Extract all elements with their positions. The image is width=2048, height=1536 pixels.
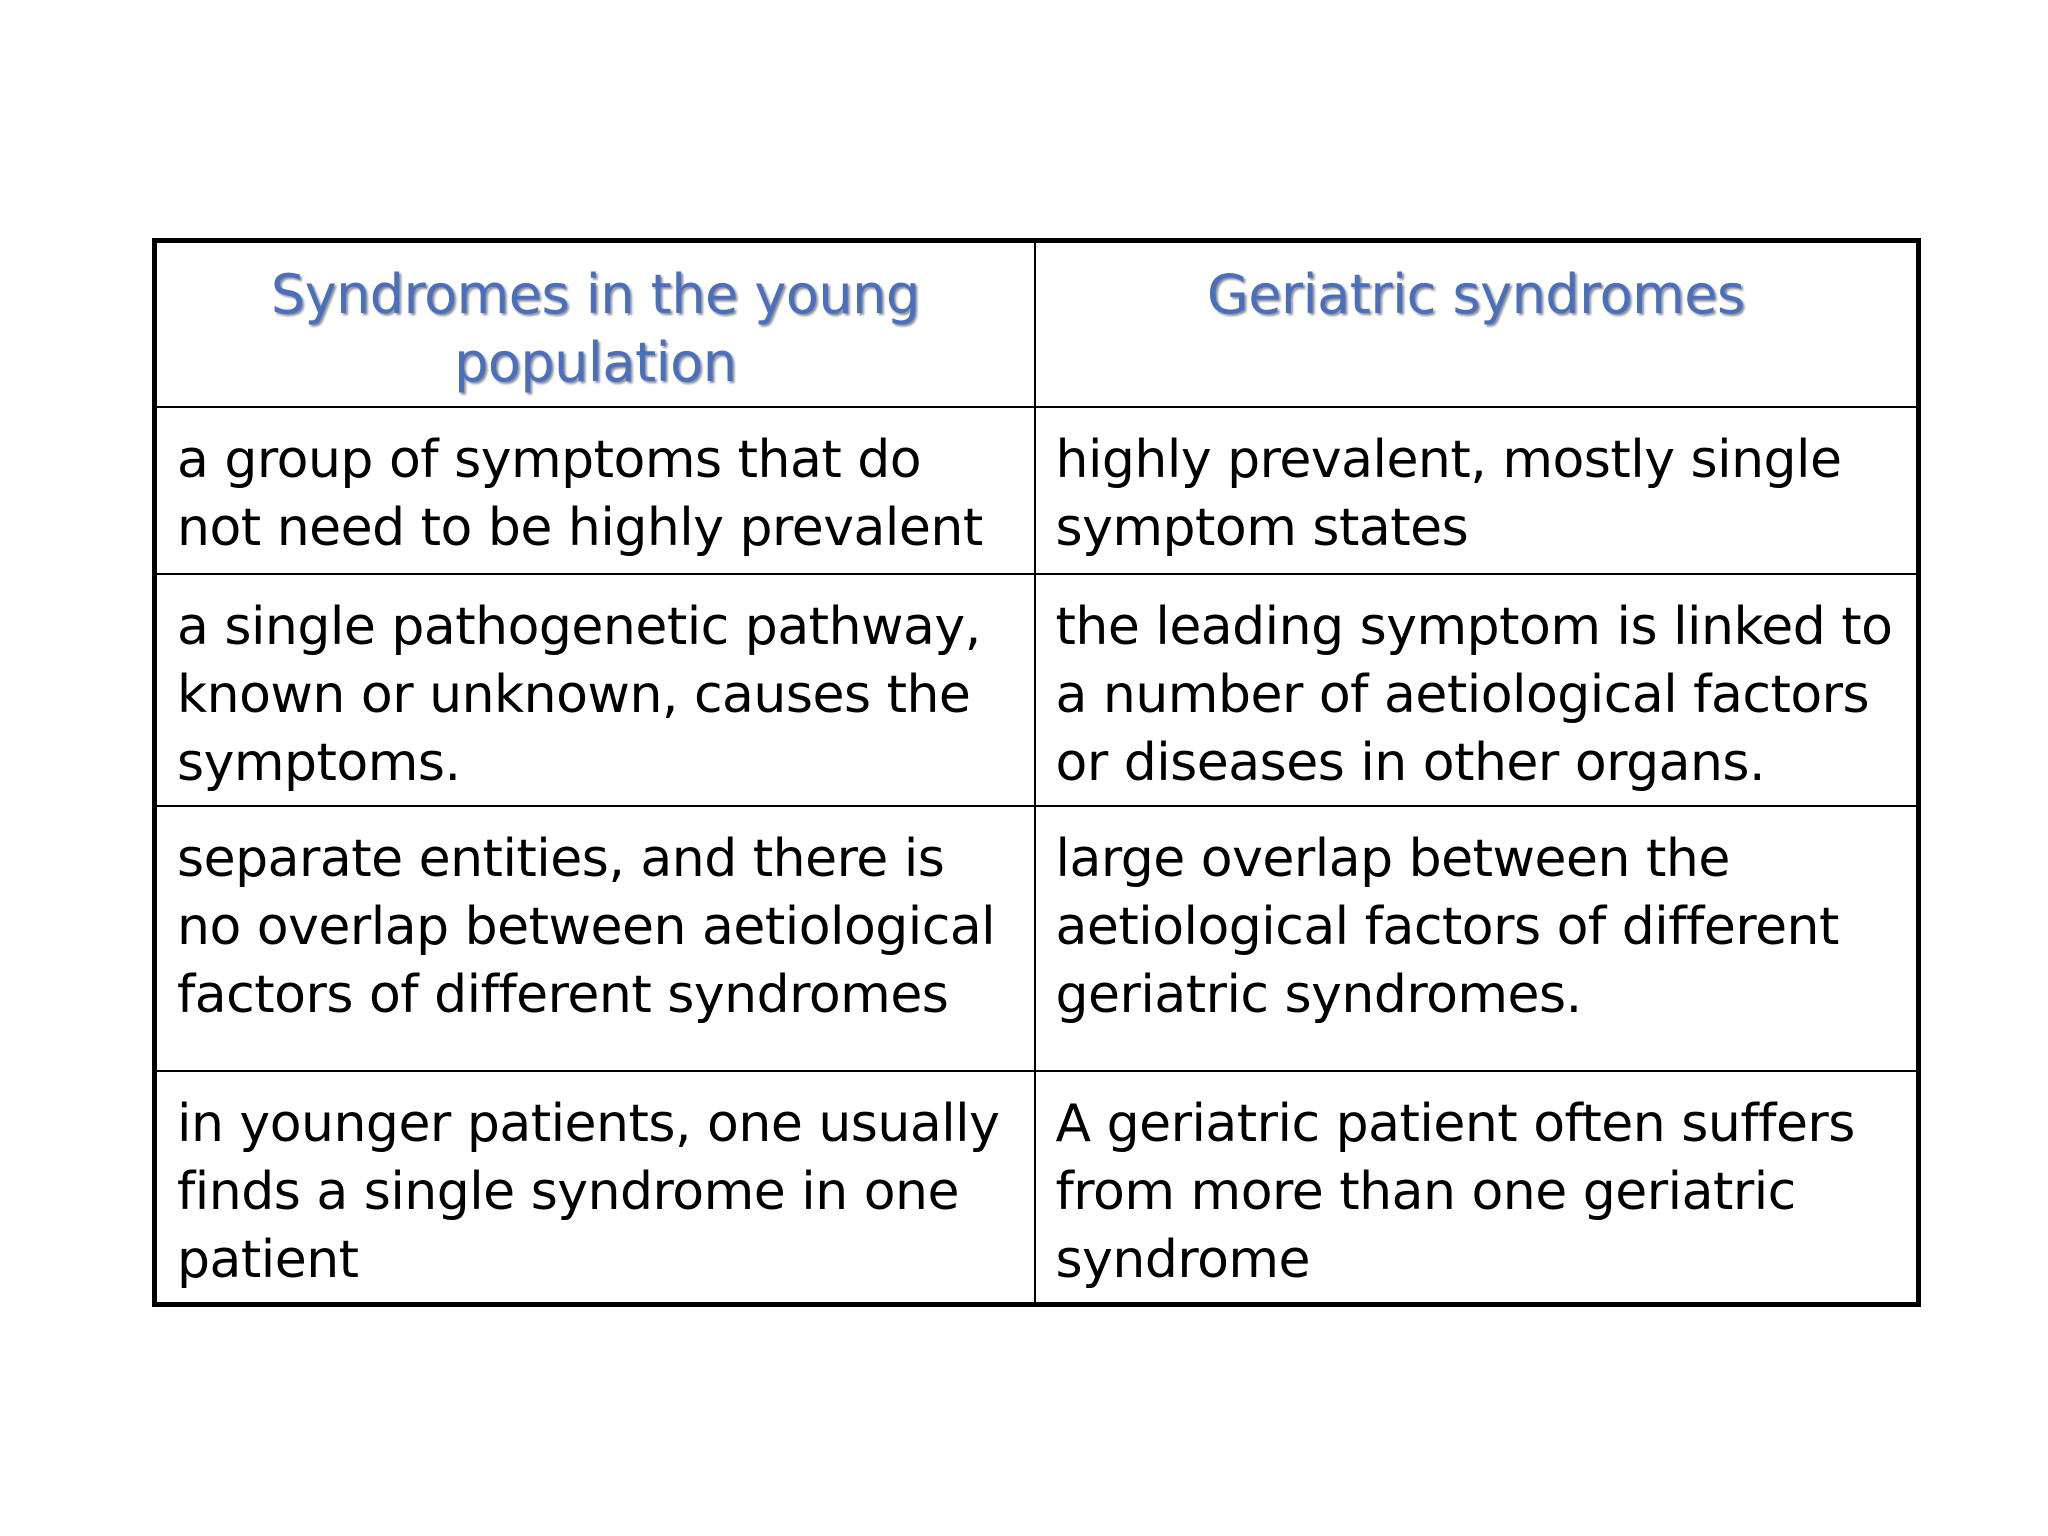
cell-young: in younger patients, one usually finds a single syndrome in one patient xyxy=(155,1071,1035,1305)
cell-young: separate entities, and there is no overlap between aetiological factors of different syndromes xyxy=(155,806,1035,1071)
cell-geriatric: large overlap between the aetiological factors of different geriatric syndromes. xyxy=(1035,806,1919,1071)
cell-geriatric: highly prevalent, mostly single symptom states xyxy=(1035,407,1919,574)
header-geriatric-syndromes: Geriatric syndromes xyxy=(1035,241,1919,407)
table-header-row xyxy=(155,241,1919,407)
cell-geriatric: the leading symptom is linked to a number of aetiological factors or diseases in other organs. xyxy=(1035,574,1919,806)
table-row xyxy=(155,1071,1919,1305)
cell-young: a single pathogenetic pathway, known or unknown, causes the symptoms. xyxy=(155,574,1035,806)
table-row xyxy=(155,806,1919,1071)
cell-young: a group of symptoms that do not need to be highly prevalent xyxy=(155,407,1035,574)
cell-geriatric: A geriatric patient often suffers from more than one geriatric syndrome xyxy=(1035,1071,1919,1305)
comparison-table xyxy=(152,238,1921,1307)
table-row xyxy=(155,407,1919,574)
header-young-syndromes: Syndromes in the young population xyxy=(155,241,1035,407)
table-row xyxy=(155,574,1919,806)
